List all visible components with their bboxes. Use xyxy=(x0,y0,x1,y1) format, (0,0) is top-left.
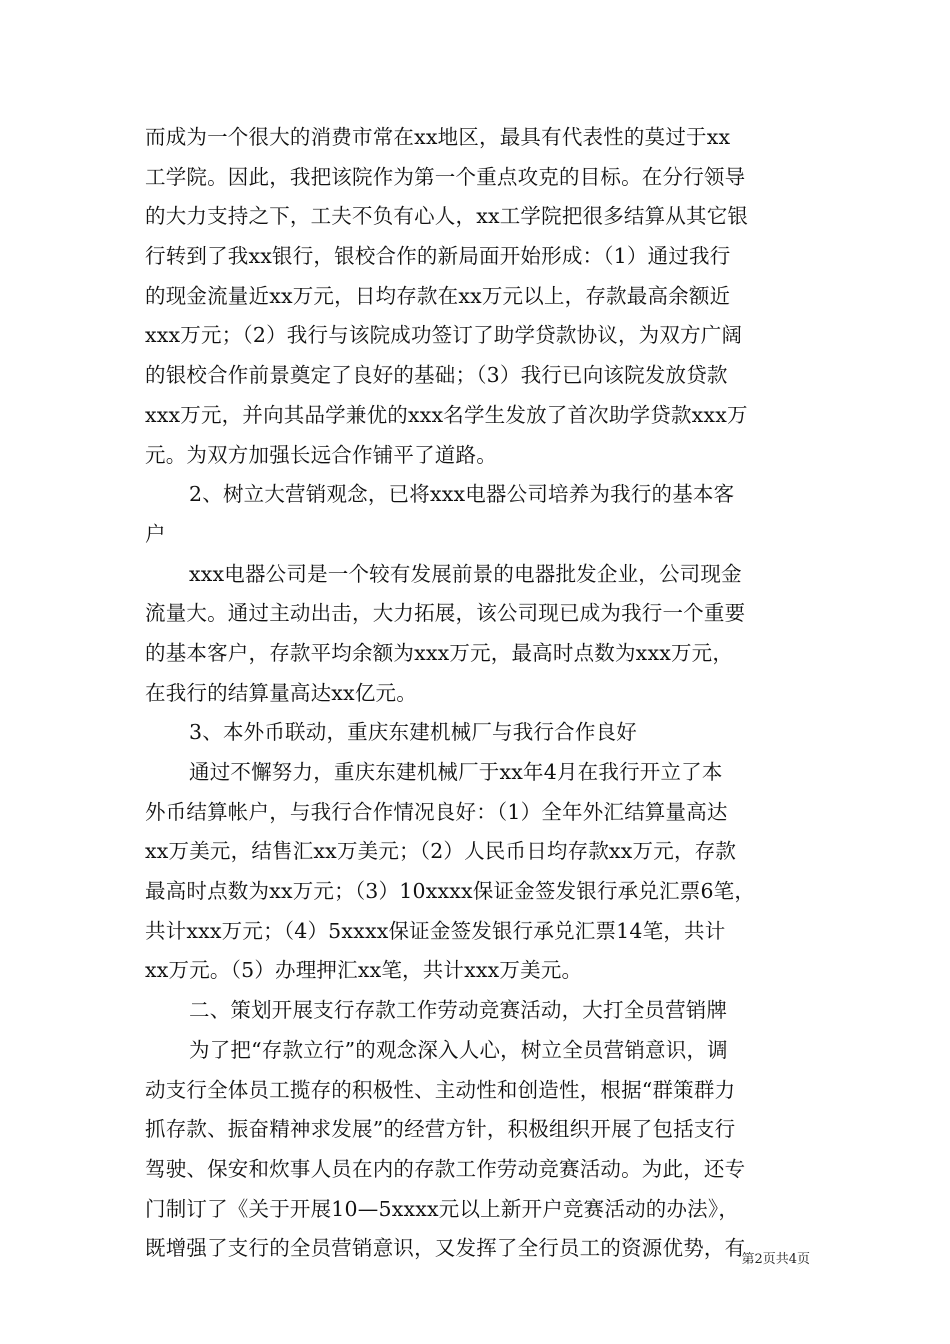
text-line: 门制订了《关于开展10—5xxxx元以上新开户竞赛活动的办法》， xyxy=(145,1196,740,1221)
text-line: 动支行全体员工揽存的积极性、主动性和创造性，根据“群策群力 xyxy=(145,1077,736,1102)
text-line: xx万元。（5）办理押汇xx笔，共计xxx万美元。 xyxy=(145,958,583,983)
text-line: xxx万元，并向其品学兼优的xxx名学生发放了首次助学贷款xxx万 xyxy=(145,402,748,427)
text-line: 通过不懈努力，重庆东建机械厂于xx年4月在我行开立了本 xyxy=(189,760,723,784)
text-line: 元。为双方加强长远合作铺平了道路。 xyxy=(145,442,497,467)
text-line: 行转到了我xx银行，银校合作的新局面开始形成：（1）通过我行 xyxy=(145,244,731,269)
text-line: 二、策划开展支行存款工作劳动竞赛活动，大打全员营销牌 xyxy=(189,998,728,1023)
text-line: 为了把“存款立行”的观念深入人心，树立全员营销意识，调 xyxy=(189,1037,728,1062)
text-line: 外币结算帐户，与我行合作情况良好：（1）全年外汇结算量高达 xyxy=(145,799,728,824)
document-body xyxy=(145,118,813,1269)
page-number-footer: 第2页共4页 xyxy=(741,1252,810,1267)
text-line: 在我行的结算量高达xx亿元。 xyxy=(145,680,417,705)
text-line: 共计xxx万元；（4）5xxxx保证金签发银行承兑汇票14笔，共计 xyxy=(145,918,726,943)
text-line: xxx电器公司是一个较有发展前景的电器批发企业，公司现金 xyxy=(189,561,742,586)
text-line: xx万美元，结售汇xx万美元；（2）人民币日均存款xx万元，存款 xyxy=(145,839,737,864)
text-line: 3、本外币联动，重庆东建机械厂与我行合作良好 xyxy=(189,720,637,745)
text-line: 的基本客户，存款平均余额为xxx万元，最高时点数为xxx万元， xyxy=(145,640,734,665)
text-line: 驾驶、保安和炊事人员在内的存款工作劳动竞赛活动。为此，还专 xyxy=(145,1156,746,1181)
text-line: 的现金流量近xx万元，日均存款在xx万元以上，存款最高余额近 xyxy=(145,283,731,308)
text-line: 而成为一个很大的消费市常在xx地区，最具有代表性的莫过于xx xyxy=(145,125,731,149)
text-line: 抓存款、振奋精神求发展”的经营方针，积极组织开展了包括支行 xyxy=(145,1117,736,1142)
text-line: 流量大。通过主动出击，大力拓展，该公司现已成为我行一个重要 xyxy=(145,601,746,626)
text-line: 的银校合作前景奠定了良好的基础；（3）我行已向该院发放贷款 xyxy=(145,363,728,388)
text-line: 最高时点数为xx万元；（3）10xxxx保证金签发银行承兑汇票6笔， xyxy=(145,879,756,904)
text-line: xxx万元；（2）我行与该院成功签订了助学贷款协议，为双方广阔 xyxy=(145,323,743,348)
text-line: 工学院。因此，我把该院作为第一个重点攻克的目标。在分行领导 xyxy=(145,164,746,189)
text-line: 户 xyxy=(145,521,166,546)
text-line: 2、树立大营销观念，已将xxx电器公司培养为我行的基本客 xyxy=(189,482,735,507)
text-line: 的大力支持之下，工夫不负有心人，xx工学院把很多结算从其它银 xyxy=(145,204,749,229)
text-line: 既增强了支行的全员营销意识，又发挥了全行员工的资源优势，有 xyxy=(145,1236,746,1261)
